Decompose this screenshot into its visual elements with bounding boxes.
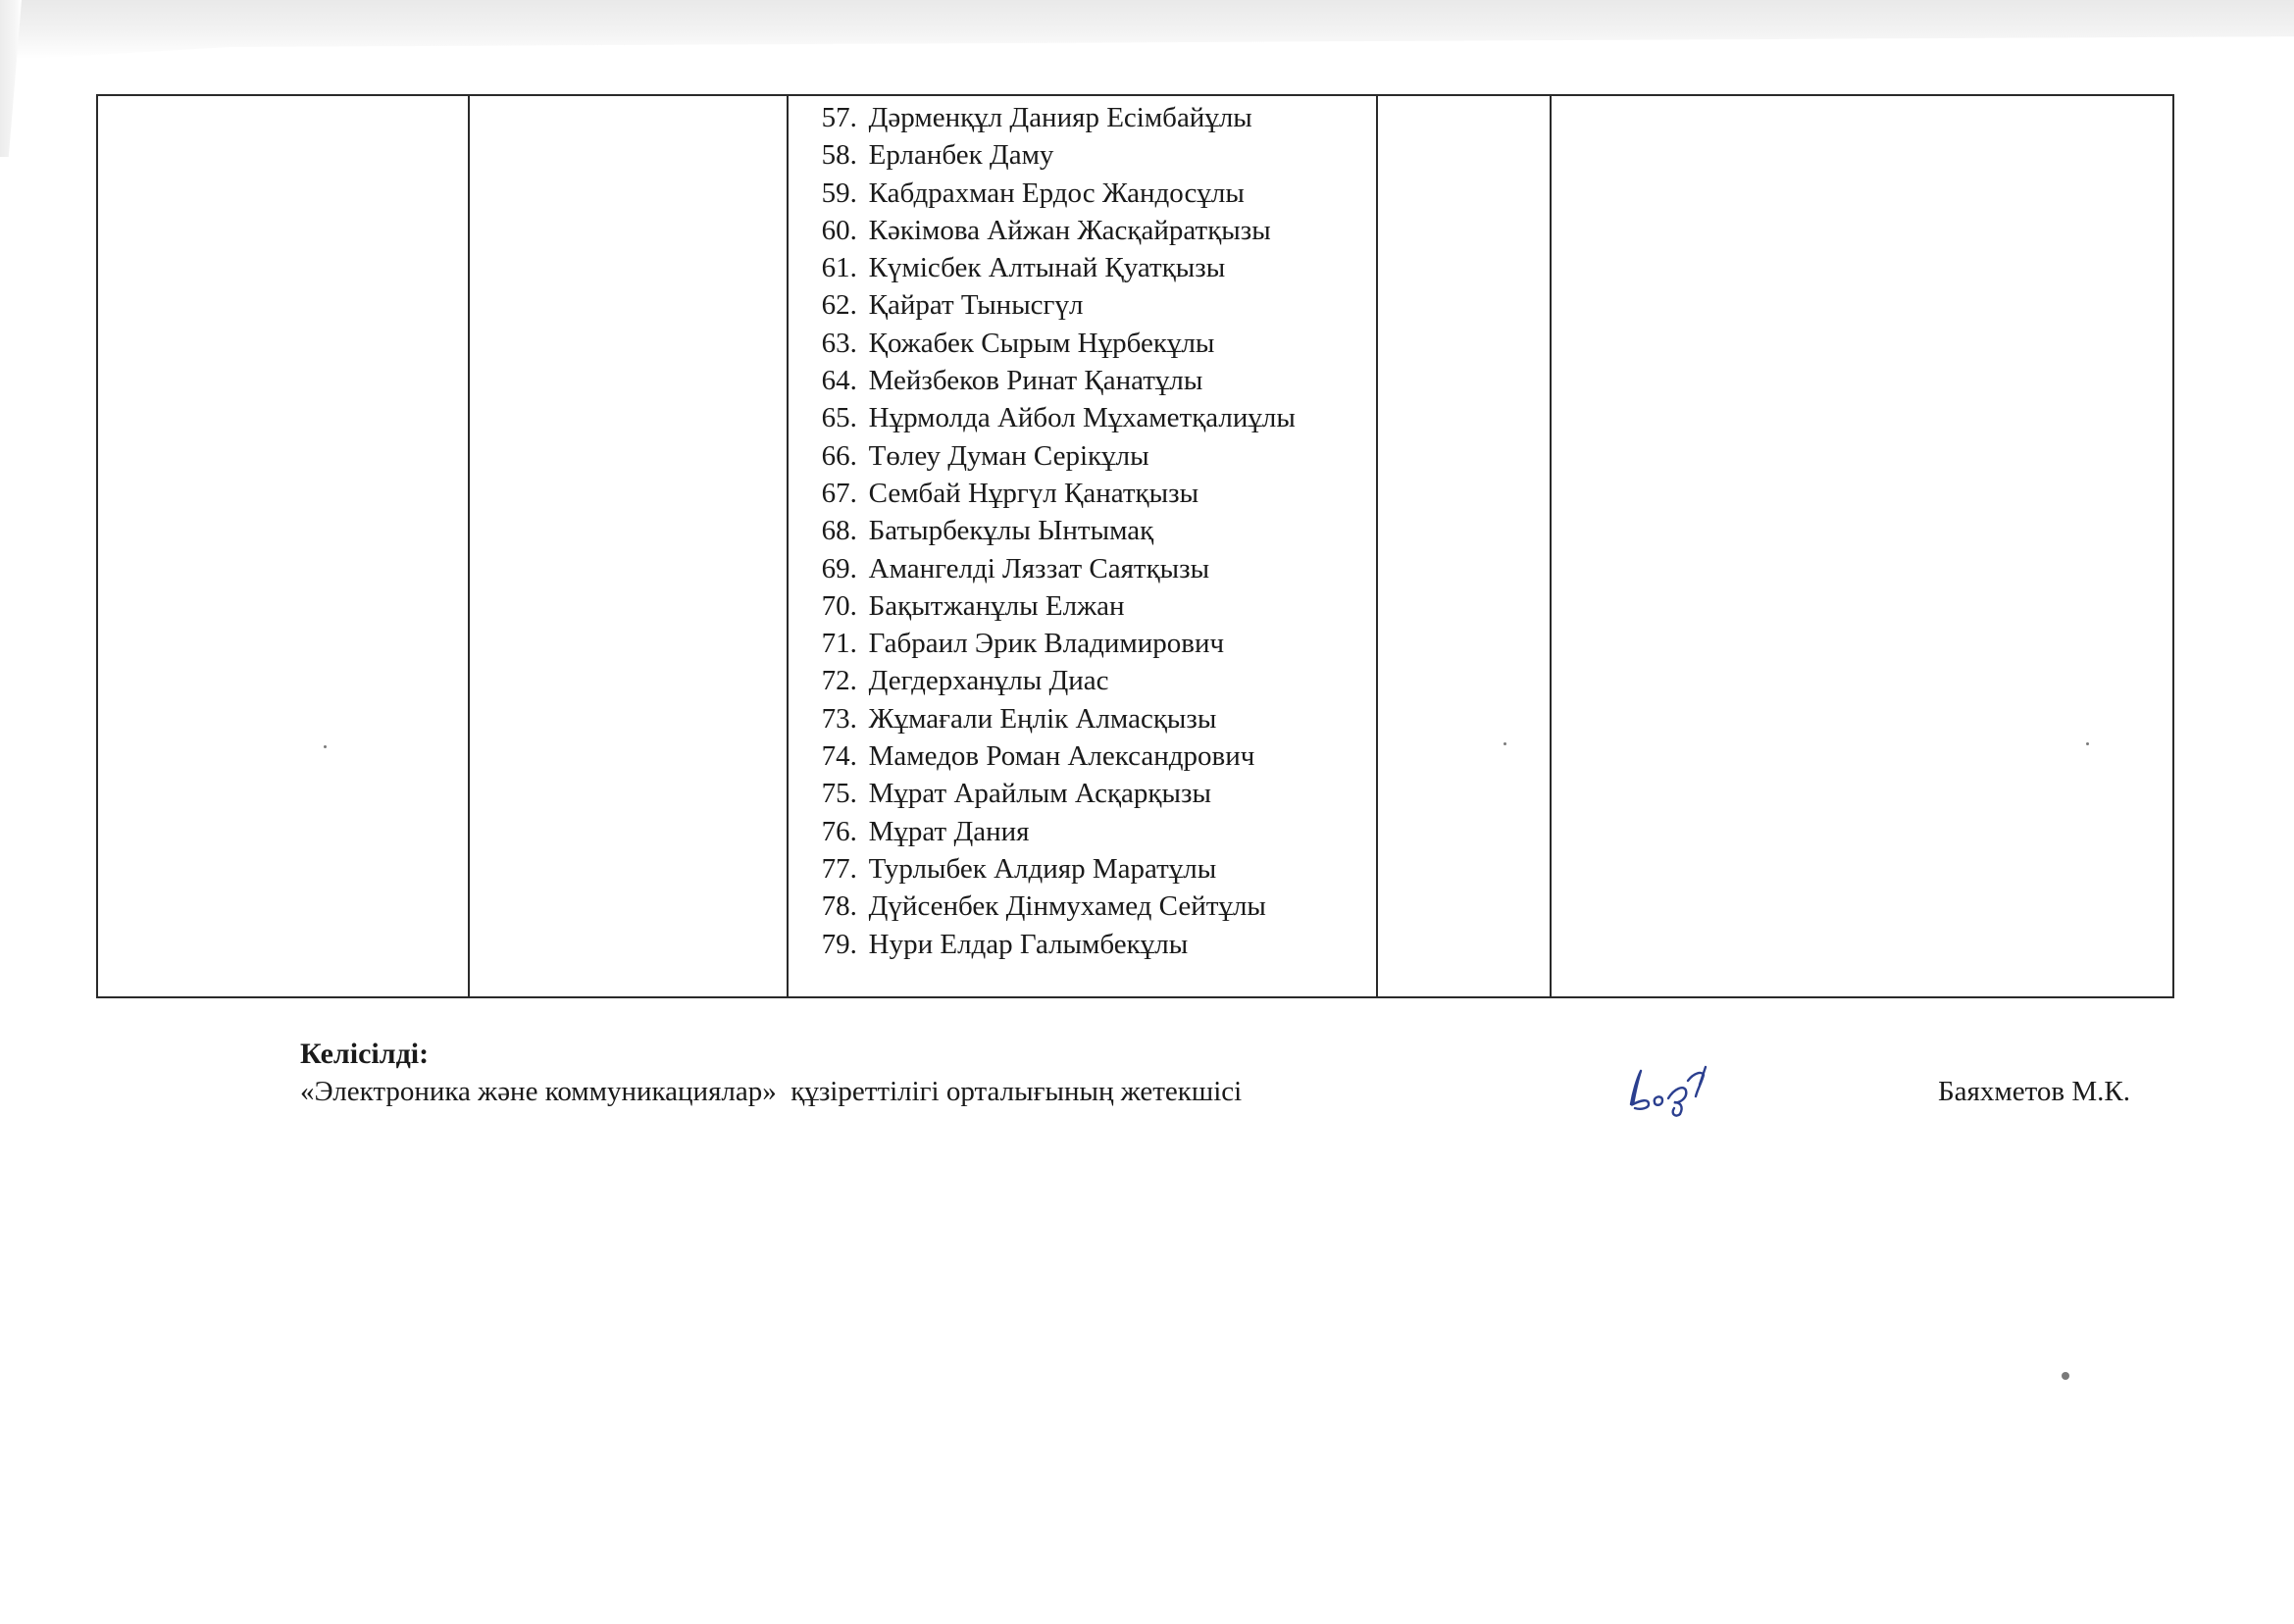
participant-name: Сембай Нұргүл Қанатқызы [868, 477, 1199, 509]
handwritten-signature [1623, 1059, 1721, 1118]
participant-name: Қожабек Сырым Нұрбекұлы [868, 327, 1215, 359]
participant-number: 79. [821, 928, 857, 960]
list-item [789, 926, 1377, 963]
list-item [789, 737, 1377, 775]
list-item [789, 512, 1377, 549]
participant-number: 69. [821, 552, 857, 584]
list-item [789, 212, 1377, 249]
list-item [789, 175, 1377, 212]
list-item [789, 249, 1377, 286]
participant-name: Дүйсенбек Дінмухамед Сейтұлы [868, 890, 1266, 923]
table-cell-names [788, 95, 1378, 997]
list-item [789, 813, 1377, 850]
list-item [789, 399, 1377, 436]
participant-number: 77. [821, 852, 857, 885]
participant-number: 71. [821, 628, 857, 660]
participant-number: 78. [821, 890, 857, 923]
participant-number: 74. [821, 740, 857, 773]
participant-number: 76. [821, 815, 857, 847]
approval-title: Келісілді: [300, 1038, 430, 1070]
participant-name: Төлеу Думан Серікұлы [868, 439, 1149, 472]
scan-shadow-left [0, 0, 22, 157]
participant-name: Батырбекұлы Ынтымақ [868, 515, 1154, 547]
participant-name: Турлыбек Алдияр Маратұлы [868, 852, 1217, 885]
participant-number: 72. [821, 665, 857, 697]
participant-number: 70. [821, 589, 857, 622]
list-item [789, 625, 1377, 662]
participant-number: 64. [821, 365, 857, 397]
participant-name: Бақытжанұлы Елжан [868, 589, 1125, 622]
participant-number: 58. [821, 139, 857, 172]
participant-name: Күмісбек Алтынай Қуатқызы [868, 252, 1226, 284]
participant-name: Мұрат Дания [868, 815, 1030, 847]
list-item [789, 325, 1377, 362]
participant-number: 61. [821, 252, 857, 284]
table-cell-empty-4 [1377, 95, 1551, 997]
participant-name: Кабдрахман Ердос Жандосұлы [868, 177, 1245, 209]
participant-name: Қайрат Тынысгүл [868, 289, 1084, 322]
participant-name: Мамедов Роман Александрович [868, 740, 1255, 773]
list-item [789, 362, 1377, 399]
participant-number: 63. [821, 327, 857, 359]
participant-name: Амангелді Ляззат Саятқызы [868, 552, 1210, 584]
participant-name: Жұмағали Еңлік Алмасқызы [868, 702, 1217, 735]
approval-name: Баяхметов М.К. [1938, 1076, 2130, 1107]
list-item [789, 286, 1377, 324]
scan-shadow [0, 0, 2294, 59]
table-row [97, 95, 2173, 997]
scan-speck [1504, 742, 1506, 745]
participant-number: 59. [821, 177, 857, 209]
participants-table [96, 94, 2174, 998]
list-item [789, 587, 1377, 625]
participant-name: Дәрменқұл Данияр Есімбайұлы [868, 102, 1252, 133]
participant-number: 57. [821, 102, 857, 133]
list-item [789, 850, 1377, 888]
list-item [789, 99, 1377, 136]
participant-number: 73. [821, 702, 857, 735]
list-item [789, 700, 1377, 737]
participant-list [789, 96, 1377, 963]
participant-name: Габраил Эрик Владимирович [868, 628, 1225, 660]
table-cell-empty-1 [97, 95, 469, 997]
list-item [789, 662, 1377, 699]
list-item [789, 475, 1377, 512]
participant-number: 67. [821, 477, 857, 509]
list-item [789, 136, 1377, 174]
scan-speck [324, 745, 327, 748]
participant-name: Ерланбек Даму [868, 139, 1054, 172]
list-item [789, 437, 1377, 475]
participant-name: Дегдерханұлы Диас [868, 665, 1109, 697]
participant-number: 65. [821, 402, 857, 434]
table-cell-empty-2 [469, 95, 787, 997]
approval-position: «Электроника және коммуникациялар» құзіреттілігі орталығының жетекшісі [300, 1076, 1243, 1107]
participant-number: 66. [821, 439, 857, 472]
participant-name: Нури Елдар Галымбекұлы [868, 928, 1189, 960]
participant-number: 68. [821, 515, 857, 547]
scan-speck [2062, 1372, 2069, 1380]
participant-name: Мұрат Арайлым Асқарқызы [868, 778, 1211, 810]
participant-name: Нұрмолда Айбол Мұхаметқалиұлы [868, 402, 1296, 434]
scan-speck [2086, 742, 2089, 745]
participant-name: Кәкімова Айжан Жасқайратқызы [868, 214, 1271, 246]
participant-number: 60. [821, 214, 857, 246]
participant-name: Мейзбеков Ринат Қанатұлы [868, 365, 1203, 397]
participant-number: 62. [821, 289, 857, 322]
participant-number: 75. [821, 778, 857, 810]
table-cell-empty-5 [1551, 95, 2173, 997]
list-item [789, 550, 1377, 587]
list-item [789, 888, 1377, 925]
list-item [789, 775, 1377, 812]
